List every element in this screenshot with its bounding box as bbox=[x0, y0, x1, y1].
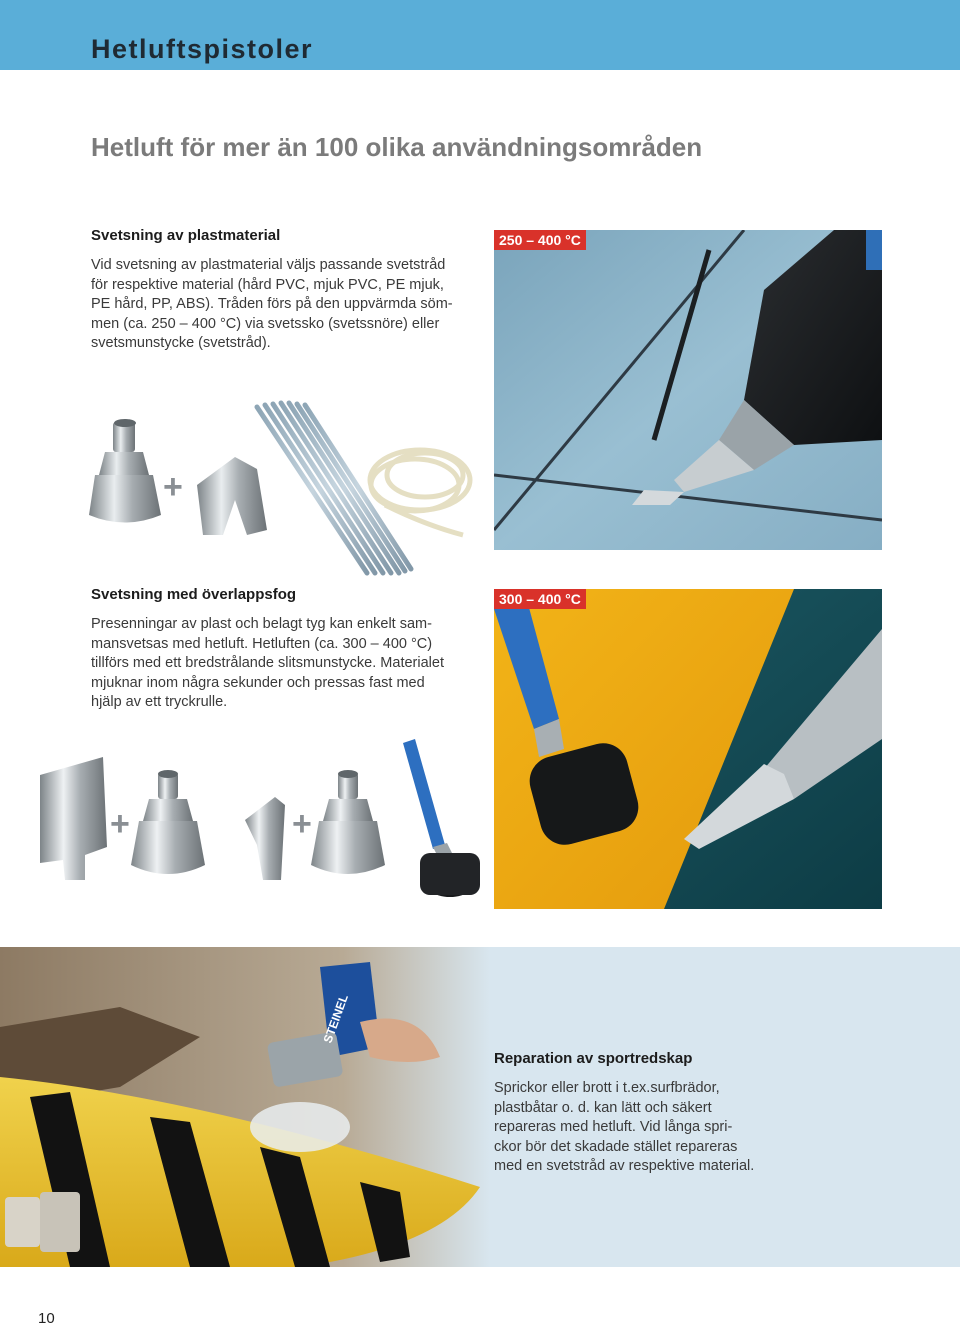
accessories-illustration bbox=[85, 395, 485, 580]
brand-label: STEINEL bbox=[320, 992, 351, 1045]
section-body bbox=[91, 256, 471, 354]
section-body bbox=[494, 1079, 914, 1177]
overlap-welding-scene bbox=[494, 589, 882, 909]
section-body bbox=[91, 615, 471, 713]
body-line: svetsmunstycke (svetstråd). bbox=[91, 335, 271, 351]
plastic-welding-scene bbox=[494, 230, 882, 550]
body-line: men (ca. 250 – 400 °C) via svetssko (svetssnöre) eller bbox=[91, 315, 440, 332]
body-line: för respektive material (hård PVC, mjuk PVC, PE mjuk, bbox=[91, 276, 444, 293]
section-overlap-welding bbox=[91, 586, 471, 713]
body-line: Presenningar av plast och belagt tyg kan enkelt sam- bbox=[91, 616, 432, 632]
temperature-badge: 300 – 400 °C bbox=[494, 589, 586, 609]
body-line: tillförs med ett bredstrålande slitsmunstycke. Materialet bbox=[91, 655, 444, 671]
temperature-badge: 250 – 400 °C bbox=[494, 230, 586, 250]
welding-cord-coil-icon bbox=[370, 450, 470, 535]
sports-repair-scene bbox=[0, 947, 490, 1267]
page-number: 10 bbox=[38, 1310, 55, 1327]
reducer-nozzle-icon bbox=[89, 419, 161, 523]
body-line: mjuknar inom några sekunder och pressas fast med bbox=[91, 674, 425, 691]
body-line: PE hård, PP, ABS). Tråden förs på den uppvärmda söm- bbox=[91, 296, 453, 312]
plastic-welding-accessories bbox=[85, 395, 485, 580]
welding-shoe-icon bbox=[245, 797, 285, 880]
wide-slot-nozzle-icon bbox=[40, 757, 107, 880]
main-heading: Hetluft för mer än 100 olika användningsområden bbox=[91, 132, 703, 162]
reducer-nozzle-icon bbox=[131, 770, 205, 874]
overlap-welding-accessories bbox=[35, 735, 485, 900]
pressure-roller-icon bbox=[403, 739, 480, 897]
body-line: Vid svetsning av plastmaterial väljs passande svetstråd bbox=[91, 257, 446, 273]
body-line: Sprickor eller brott i t.ex.surfbrädor, bbox=[494, 1080, 720, 1096]
page-header-title: Hetluftspistoler bbox=[91, 34, 314, 64]
plus-sign: + bbox=[292, 805, 312, 843]
plastic-welding-photo bbox=[494, 230, 882, 550]
body-line: plastbåtar o. d. kan lätt och säkert bbox=[494, 1099, 712, 1116]
overlap-welding-photo bbox=[494, 589, 882, 909]
section-plastic-welding bbox=[91, 227, 471, 354]
body-line: mansvetsas med hetluft. Hetluften (ca. 300 – 400 °C) bbox=[91, 635, 433, 652]
section-title: Svetsning med överlappsfog bbox=[91, 586, 297, 603]
accessories-illustration bbox=[35, 735, 485, 900]
reducer-nozzle-icon bbox=[311, 770, 385, 874]
plus-sign: + bbox=[110, 805, 130, 843]
section-sports-repair bbox=[494, 1050, 914, 1177]
welding-rods-icon bbox=[257, 403, 411, 573]
welding-shoe-icon bbox=[197, 457, 267, 535]
body-line: hjälp av ett tryckrulle. bbox=[91, 694, 228, 710]
body-line: repareras med hetluft. Vid långa spri- bbox=[494, 1119, 733, 1135]
section-title: Svetsning av plastmaterial bbox=[91, 227, 281, 244]
body-line: ckor bör det skadade stället repareras bbox=[494, 1138, 738, 1155]
sports-repair-photo bbox=[0, 947, 490, 1267]
plus-sign: + bbox=[163, 468, 183, 506]
section-title: Reparation av sportredskap bbox=[494, 1050, 693, 1067]
body-line: med en svetstråd av respektive material. bbox=[494, 1158, 755, 1174]
